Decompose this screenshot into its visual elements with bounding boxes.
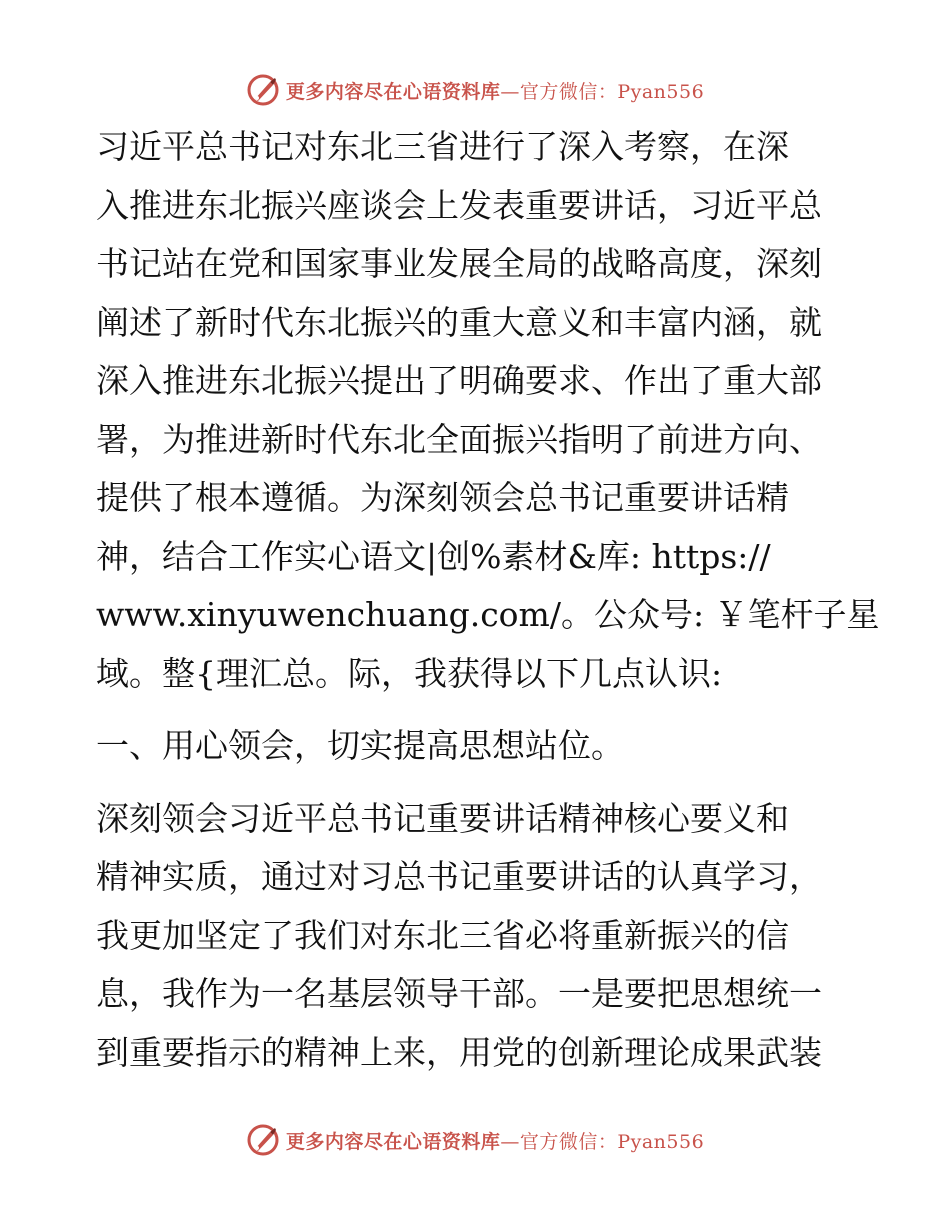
- paragraph-line: 深刻领会习近平总书记重要讲话精神核心要义和: [96, 798, 789, 838]
- paragraph-line: 书记站在党和国家事业发展全局的战略高度，深刻: [96, 244, 822, 283]
- footer-banner: [0, 1120, 950, 1160]
- paragraph-line: 到重要指示的精神上来，用党的创新理论成果武装: [96, 1032, 822, 1072]
- section-heading: 一、用心领会，切实提高思想站位。: [96, 726, 624, 765]
- paragraph-line: 署，为推进新时代东北全面振兴指明了前进方向、: [96, 419, 822, 459]
- footer-banner-wechat: —官方微信：Pyan556: [500, 1130, 705, 1153]
- paragraph-line: 我更加坚定了我们对东北三省必将重新振兴的信: [96, 915, 789, 955]
- header-banner-title: 更多内容尽在心语资料库: [285, 80, 501, 103]
- footer-banner-text: [286, 1127, 704, 1154]
- header-banner-wechat: —官方微信：Pyan556: [500, 80, 705, 103]
- paragraph-line: 深入推进东北振兴提出了明确要求、作出了重大部: [96, 361, 822, 400]
- document-body: [96, 118, 880, 1082]
- paragraph-line: 神，结合工作实心语文|创%素材&库: https://: [96, 536, 771, 576]
- paragraph-line: 精神实质，通过对习总书记重要讲话的认真学习，: [96, 857, 822, 896]
- quill-pen-logo-icon: [246, 1123, 280, 1157]
- header-banner-text: [286, 77, 704, 104]
- paragraph-line: 习近平总书记对东北三省进行了深入考察，在深: [96, 127, 789, 166]
- paragraph-line: 阐述了新时代东北振兴的重大意义和丰富内涵，就: [96, 302, 822, 342]
- paragraph-line: 提供了根本遵循。为深刻领会总书记重要讲话精: [96, 478, 789, 517]
- paragraph-line: 入推进东北振兴座谈会上发表重要讲话，习近平总: [96, 185, 822, 225]
- header-banner: [0, 70, 950, 110]
- paragraph-line: 域。整{理汇总。际，我获得以下几点认识:: [96, 653, 723, 693]
- quill-pen-logo-icon: [246, 73, 280, 107]
- paragraph-line: www.xinyuwenchuang.com/。公众号: ￥笔杆子星: [96, 595, 880, 634]
- footer-banner-title: 更多内容尽在心语资料库: [285, 1130, 501, 1153]
- paragraph-line: 息，我作为一名基层领导干部。一是要把思想统一: [96, 974, 822, 1013]
